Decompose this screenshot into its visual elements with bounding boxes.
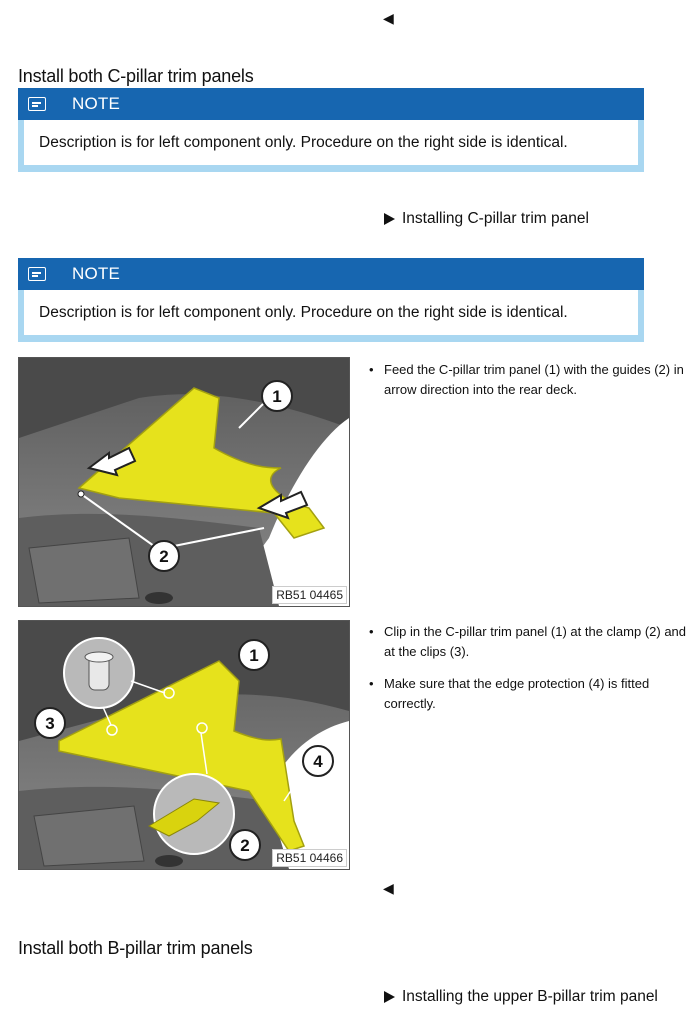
link-installing-upper-b-pillar[interactable] [384,988,658,1006]
steps-list-1 [368,360,686,412]
callout-label: 2 [159,547,169,566]
callout-2 [230,830,260,860]
note-title: NOTE [72,94,121,113]
illustration-c-pillar-guides [19,358,349,606]
note-header [18,258,644,290]
section-title-b-pillar: Install both B-pillar trim panels [18,938,253,958]
illustration-c-pillar-clips [19,621,349,869]
back-arrow-icon[interactable]: ◀ [383,880,394,896]
note-header [18,88,644,120]
callout-1 [262,381,292,411]
step-item: • Clip in the C-pillar trim panel (1) at the clamp (2) and at the clips (3). [368,622,686,662]
callout-4 [303,746,333,776]
callout-label: 1 [249,646,259,665]
callout-3 [35,708,65,738]
note-book-icon [28,267,46,281]
note-box-2 [18,258,644,342]
section-title-c-pillar: Install both C-pillar trim panels [18,66,254,86]
play-triangle-icon [384,213,395,225]
step-item: • Make sure that the edge protection (4) is fitted correctly. [368,674,686,714]
callout-label: 1 [272,387,282,406]
figure-code: RB51 04466 [272,849,347,867]
note-book-icon [28,97,46,111]
figure-c-pillar-guides [18,357,350,607]
step-item: • Feed the C-pillar trim panel (1) with the guides (2) in arrow direction into the rear deck. [368,360,686,400]
note-text: Description is for left component only. Procedure on the right side is identical. [24,290,638,335]
clip-detail-inset [64,638,134,708]
link-label: Installing C-pillar trim panel [402,210,589,227]
note-box [18,88,644,172]
steps-list-2 [368,622,686,726]
back-arrow-icon[interactable]: ◀ [383,10,394,26]
note-title: NOTE [72,264,121,283]
callout-label: 3 [45,714,55,733]
callout-1 [239,640,269,670]
note-text: Description is for left component only. Procedure on the right side is identical. [24,120,638,165]
link-installing-c-pillar[interactable] [384,210,589,228]
callout-label: 4 [313,752,323,771]
figure-code: RB51 04465 [272,586,347,604]
link-label: Installing the upper B-pillar trim panel [402,988,658,1005]
callout-label: 2 [240,836,250,855]
callout-2 [149,541,179,571]
play-triangle-icon [384,991,395,1003]
figure-c-pillar-clips [18,620,350,870]
